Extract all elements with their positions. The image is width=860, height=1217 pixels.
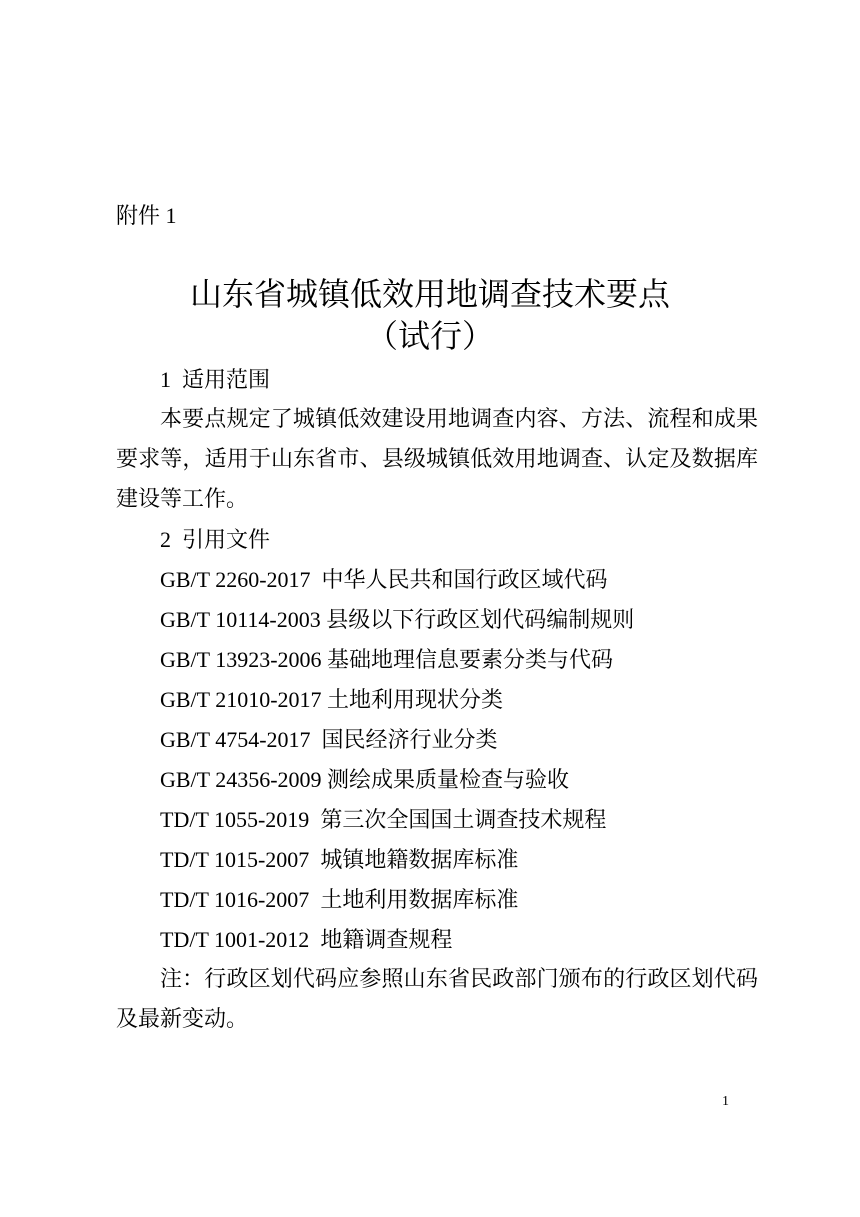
reference-code: GB/T 13923-2006: [160, 647, 322, 672]
reference-name: 中华人民共和国行政区域代码: [321, 568, 608, 593]
attachment-label-text: 附件: [116, 204, 161, 229]
attachment-number: 1: [165, 203, 177, 228]
reference-item: [160, 920, 452, 961]
reference-item: [160, 640, 613, 681]
reference-item: [160, 680, 503, 721]
reference-code: TD/T 1001-2012: [160, 927, 310, 952]
reference-code: GB/T 4754-2017: [160, 727, 311, 752]
reference-item: [160, 600, 634, 641]
reference-code: GB/T 21010-2017: [160, 687, 322, 712]
reference-name: 城镇地籍数据库标准: [320, 848, 519, 873]
reference-code: TD/T 1016-2007: [160, 887, 310, 912]
document-title: 山东省城镇低效用地调查技术要点: [189, 275, 670, 313]
section-number: 2: [160, 527, 171, 552]
reference-item: [160, 840, 518, 881]
reference-note: 注：行政区划代码应参照山东省民政部门颁布的行政区划代码及最新变动。: [116, 967, 758, 1032]
reference-name: 测绘成果质量检查与验收: [327, 768, 570, 793]
reference-code: TD/T 1055-2019: [160, 807, 310, 832]
section-title: 引用文件: [182, 528, 271, 553]
reference-name: 基础地理信息要素分类与代码: [327, 648, 614, 673]
page-number: 1: [722, 1094, 729, 1109]
reference-item: [160, 720, 498, 761]
reference-item: [160, 760, 569, 801]
reference-code: TD/T 1015-2007: [160, 847, 310, 872]
reference-code: GB/T 24356-2009: [160, 767, 322, 792]
section-title: 适用范围: [182, 368, 271, 393]
reference-name: 地籍调查规程: [320, 928, 453, 953]
reference-name: 县级以下行政区划代码编制规则: [326, 608, 635, 633]
document-subtitle: （试行）: [365, 317, 494, 355]
reference-name: 第三次全国国土调查技术规程: [320, 808, 607, 833]
reference-code: GB/T 2260-2017: [160, 567, 311, 592]
reference-item: [160, 800, 606, 841]
reference-name: 国民经济行业分类: [321, 728, 498, 753]
section-number: 1: [160, 367, 171, 392]
section-heading-references: [160, 520, 270, 561]
section-heading-scope: [160, 360, 270, 401]
attachment-label: [116, 201, 177, 232]
reference-name: 土地利用数据库标准: [320, 888, 519, 913]
reference-item: [160, 880, 518, 921]
scope-paragraph: 本要点规定了城镇低效建设用地调查内容、方法、流程和成果要求等，适用于山东省市、县级城镇低效用地调查、认定及数据库建设等工作。: [116, 407, 758, 512]
reference-name: 土地利用现状分类: [327, 688, 504, 713]
reference-code: GB/T 10114-2003: [160, 607, 321, 632]
reference-item: [160, 560, 608, 601]
